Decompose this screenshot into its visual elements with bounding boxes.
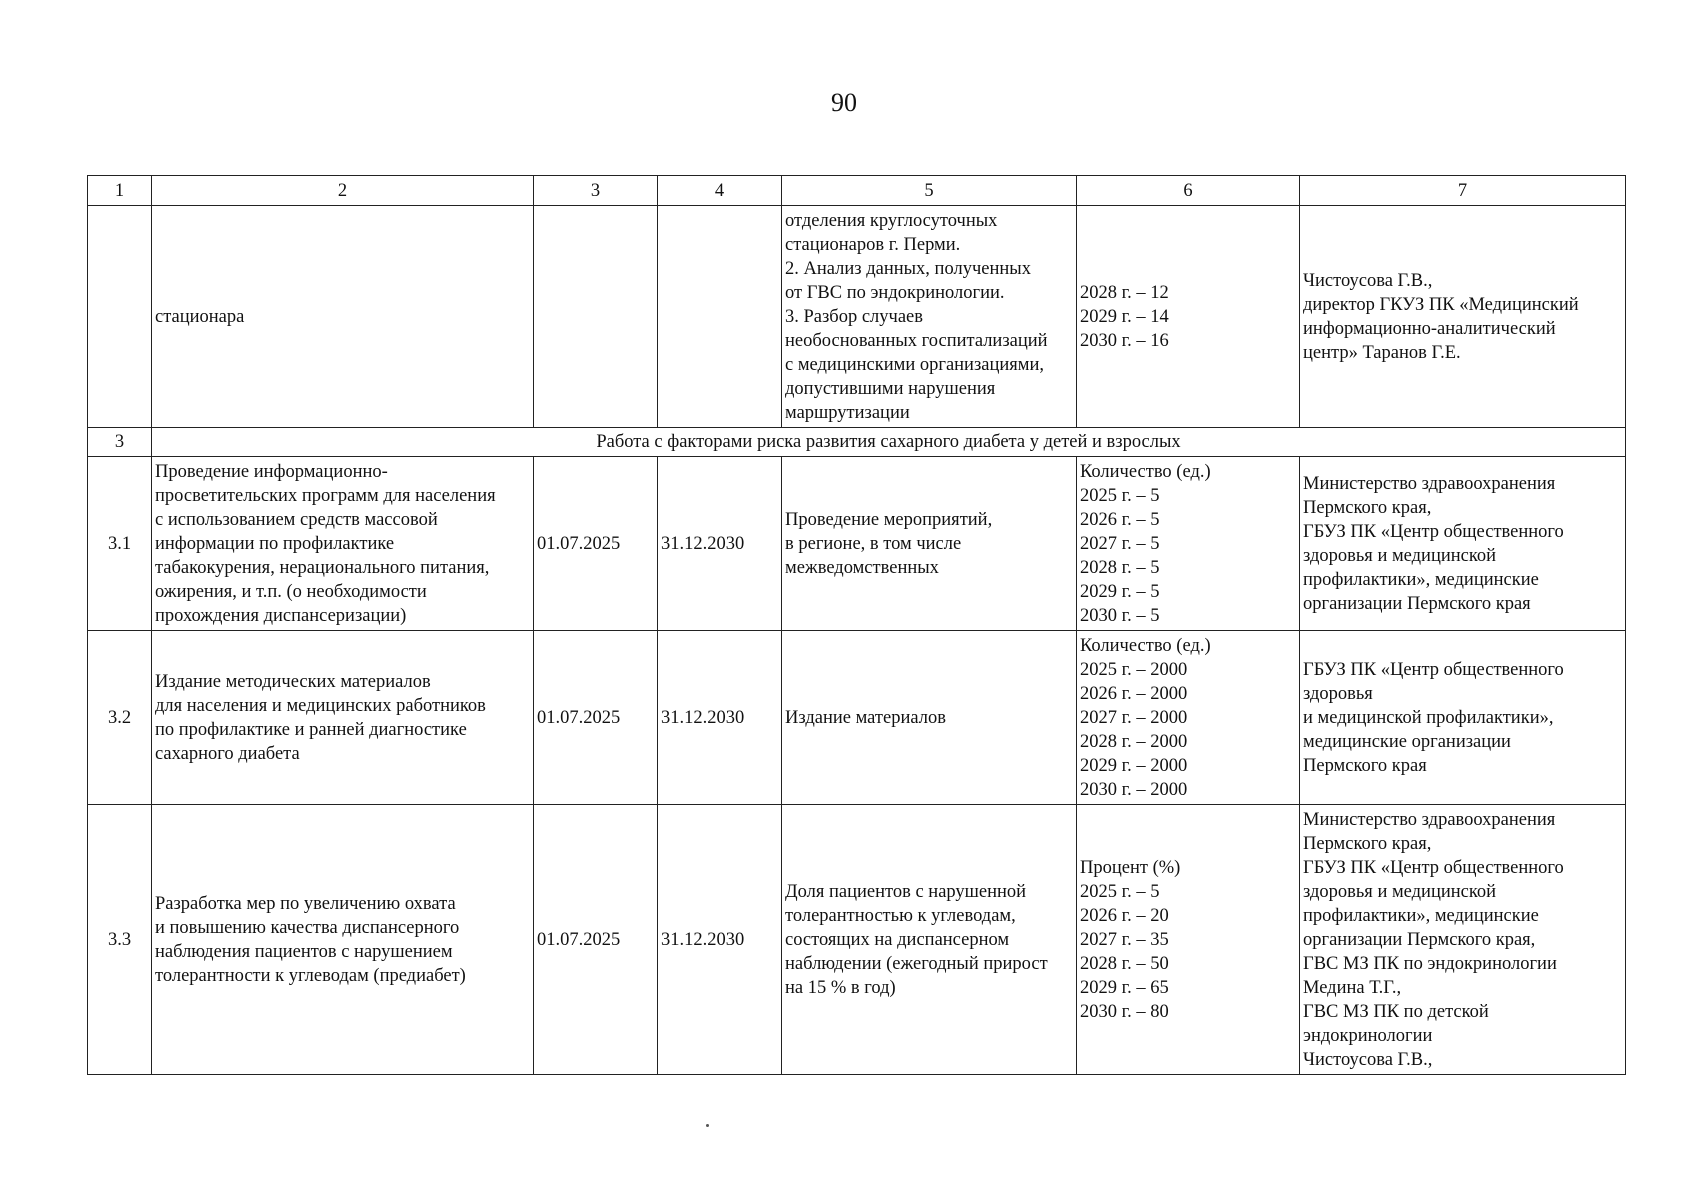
row-end-date: 31.12.2030 bbox=[658, 457, 782, 631]
responsible-line: Медина Т.Г., bbox=[1303, 977, 1402, 998]
desc-line: по профилактике и ранней диагностике bbox=[155, 719, 467, 740]
result-line: Доля пациентов с нарушенной bbox=[785, 881, 1027, 902]
header-col-3: 3 bbox=[534, 176, 658, 206]
indicator-line: 2029 г. – 2000 bbox=[1080, 755, 1188, 776]
measures-table bbox=[87, 175, 1626, 1075]
responsible-line: медицинские организации bbox=[1303, 731, 1511, 752]
row-start-date: 01.07.2025 bbox=[534, 631, 658, 805]
indicator-line: 2027 г. – 35 bbox=[1080, 929, 1169, 950]
indicator-line: 2025 г. – 5 bbox=[1080, 485, 1160, 506]
responsible-line: здоровья bbox=[1303, 683, 1373, 704]
indicator-line: Процент (%) bbox=[1080, 857, 1181, 878]
row-description bbox=[152, 457, 534, 631]
responsible-line: здоровья и медицинской bbox=[1303, 881, 1497, 902]
table-row bbox=[88, 805, 1626, 1075]
result-line: в регионе, в том числе bbox=[785, 533, 962, 554]
desc-line: просветительских программ для населения bbox=[155, 485, 496, 506]
responsible-line: ГБУЗ ПК «Центр общественного bbox=[1303, 521, 1564, 542]
header-col-7: 7 bbox=[1300, 176, 1626, 206]
cont-result-line: стационаров г. Перми. bbox=[785, 234, 961, 255]
responsible-line: профилактики», медицинские bbox=[1303, 905, 1539, 926]
table-row bbox=[88, 631, 1626, 805]
responsible-line: профилактики», медицинские bbox=[1303, 569, 1539, 590]
cont-indicator-cell bbox=[1077, 206, 1300, 428]
row-result bbox=[782, 631, 1077, 805]
indicator-line: 2030 г. – 5 bbox=[1080, 605, 1160, 626]
row-indicator bbox=[1077, 631, 1300, 805]
indicator-line: Количество (ед.) bbox=[1080, 635, 1211, 656]
cont-result-line: отделения круглосуточных bbox=[785, 210, 998, 231]
responsible-line: эндокринологии bbox=[1303, 1025, 1433, 1046]
header-col-2: 2 bbox=[152, 176, 534, 206]
indicator-line: 2029 г. – 5 bbox=[1080, 581, 1160, 602]
cont-result-line: маршрутизации bbox=[785, 402, 910, 423]
indicator-line: 2029 г. – 65 bbox=[1080, 977, 1169, 998]
desc-line: толерантности к углеводам (предиабет) bbox=[155, 965, 466, 986]
row-start-date: 01.07.2025 bbox=[534, 457, 658, 631]
desc-line: информации по профилактике bbox=[155, 533, 395, 554]
row-responsible bbox=[1300, 457, 1626, 631]
responsible-line: Министерство здравоохранения bbox=[1303, 473, 1556, 494]
result-line: Проведение мероприятий, bbox=[785, 509, 993, 530]
row-result bbox=[782, 805, 1077, 1075]
indicator-line: 2028 г. – 2000 bbox=[1080, 731, 1188, 752]
cont-num-cell bbox=[88, 206, 152, 428]
indicator-line: 2026 г. – 2000 bbox=[1080, 683, 1188, 704]
cont-indicator-line: 2029 г. – 14 bbox=[1080, 306, 1169, 327]
result-line: Издание материалов bbox=[785, 707, 946, 728]
result-line: межведомственных bbox=[785, 557, 939, 578]
desc-line: Издание методических материалов bbox=[155, 671, 431, 692]
desc-line: прохождения диспансеризации) bbox=[155, 605, 407, 626]
indicator-line: 2030 г. – 2000 bbox=[1080, 779, 1188, 800]
indicator-line: 2025 г. – 5 bbox=[1080, 881, 1160, 902]
responsible-line: ГБУЗ ПК «Центр общественного bbox=[1303, 659, 1564, 680]
row-result bbox=[782, 457, 1077, 631]
section-row bbox=[88, 428, 1626, 457]
indicator-line: 2026 г. – 20 bbox=[1080, 905, 1169, 926]
indicator-line: 2027 г. – 5 bbox=[1080, 533, 1160, 554]
cont-result-line: 2. Анализ данных, полученных bbox=[785, 258, 1031, 279]
cont-start-cell bbox=[534, 206, 658, 428]
row-end-date: 31.12.2030 bbox=[658, 631, 782, 805]
row-number: 3.2 bbox=[88, 631, 152, 805]
cont-indicator-line: 2030 г. – 16 bbox=[1080, 330, 1169, 351]
scan-speck bbox=[706, 1124, 709, 1127]
desc-line: для населения и медицинских работников bbox=[155, 695, 486, 716]
row-end-date: 31.12.2030 bbox=[658, 805, 782, 1075]
header-row bbox=[88, 176, 1626, 206]
row-description bbox=[152, 631, 534, 805]
header-col-6: 6 bbox=[1077, 176, 1300, 206]
indicator-line: 2027 г. – 2000 bbox=[1080, 707, 1188, 728]
responsible-line: ГВС МЗ ПК по детской bbox=[1303, 1001, 1489, 1022]
row-responsible bbox=[1300, 631, 1626, 805]
cont-end-cell bbox=[658, 206, 782, 428]
continuation-row bbox=[88, 206, 1626, 428]
cont-responsible-line: центр» Таранов Г.Е. bbox=[1303, 342, 1461, 363]
cont-result-line: от ГВС по эндокринологии. bbox=[785, 282, 1005, 303]
row-responsible bbox=[1300, 805, 1626, 1075]
row-description bbox=[152, 805, 534, 1075]
section-title: Работа с факторами риска развития сахарного диабета у детей и взрослых bbox=[152, 428, 1626, 457]
indicator-line: 2030 г. – 80 bbox=[1080, 1001, 1169, 1022]
cont-desc-text: стационара bbox=[155, 306, 245, 327]
row-indicator bbox=[1077, 805, 1300, 1075]
section-number: 3 bbox=[88, 428, 152, 457]
row-start-date: 01.07.2025 bbox=[534, 805, 658, 1075]
responsible-line: организации Пермского края bbox=[1303, 593, 1531, 614]
result-line: состоящих на диспансерном bbox=[785, 929, 1010, 950]
cont-result-cell bbox=[782, 206, 1077, 428]
desc-line: Разработка мер по увеличению охвата bbox=[155, 893, 456, 914]
header-col-4: 4 bbox=[658, 176, 782, 206]
responsible-line: организации Пермского края, bbox=[1303, 929, 1536, 950]
table-row bbox=[88, 457, 1626, 631]
header-col-5: 5 bbox=[782, 176, 1077, 206]
responsible-line: здоровья и медицинской bbox=[1303, 545, 1497, 566]
result-line: на 15 % в год) bbox=[785, 977, 896, 998]
indicator-line: 2028 г. – 5 bbox=[1080, 557, 1160, 578]
indicator-line: 2028 г. – 50 bbox=[1080, 953, 1169, 974]
indicator-line: Количество (ед.) bbox=[1080, 461, 1211, 482]
responsible-line: Пермского края, bbox=[1303, 497, 1432, 518]
responsible-line: и медицинской профилактики», bbox=[1303, 707, 1554, 728]
cont-responsible-line: информационно-аналитический bbox=[1303, 318, 1556, 339]
header-col-1: 1 bbox=[88, 176, 152, 206]
result-line: наблюдении (ежегодный прирост bbox=[785, 953, 1048, 974]
result-line: толерантностью к углеводам, bbox=[785, 905, 1016, 926]
desc-line: наблюдения пациентов с нарушением bbox=[155, 941, 453, 962]
responsible-line: ГБУЗ ПК «Центр общественного bbox=[1303, 857, 1564, 878]
cont-result-line: необоснованных госпитализаций bbox=[785, 330, 1048, 351]
cont-result-line: допустившими нарушения bbox=[785, 378, 996, 399]
responsible-line: Министерство здравоохранения bbox=[1303, 809, 1556, 830]
cont-responsible-line: Чистоусова Г.В., bbox=[1303, 270, 1433, 291]
responsible-line: Пермского края, bbox=[1303, 833, 1432, 854]
page-number: 90 bbox=[831, 88, 857, 117]
desc-line: ожирения, и т.п. (о необходимости bbox=[155, 581, 427, 602]
cont-responsible-line: директор ГКУЗ ПК «Медицинский bbox=[1303, 294, 1579, 315]
responsible-line: Чистоусова Г.В., bbox=[1303, 1049, 1433, 1070]
indicator-line: 2026 г. – 5 bbox=[1080, 509, 1160, 530]
cont-indicator-line: 2028 г. – 12 bbox=[1080, 282, 1169, 303]
desc-line: и повышению качества диспансерного bbox=[155, 917, 460, 938]
responsible-line: Пермского края bbox=[1303, 755, 1427, 776]
cont-result-line: 3. Разбор случаев bbox=[785, 306, 924, 327]
desc-line: сахарного диабета bbox=[155, 743, 300, 764]
desc-line: табакокурения, нерационального питания, bbox=[155, 557, 490, 578]
responsible-line: ГВС МЗ ПК по эндокринологии bbox=[1303, 953, 1557, 974]
row-indicator bbox=[1077, 457, 1300, 631]
row-number: 3.3 bbox=[88, 805, 152, 1075]
desc-line: Проведение информационно- bbox=[155, 461, 388, 482]
indicator-line: 2025 г. – 2000 bbox=[1080, 659, 1188, 680]
cont-desc-cell bbox=[152, 206, 534, 428]
cont-responsible-cell bbox=[1300, 206, 1626, 428]
desc-line: с использованием средств массовой bbox=[155, 509, 438, 530]
row-number: 3.1 bbox=[88, 457, 152, 631]
cont-result-line: с медицинскими организациями, bbox=[785, 354, 1045, 375]
